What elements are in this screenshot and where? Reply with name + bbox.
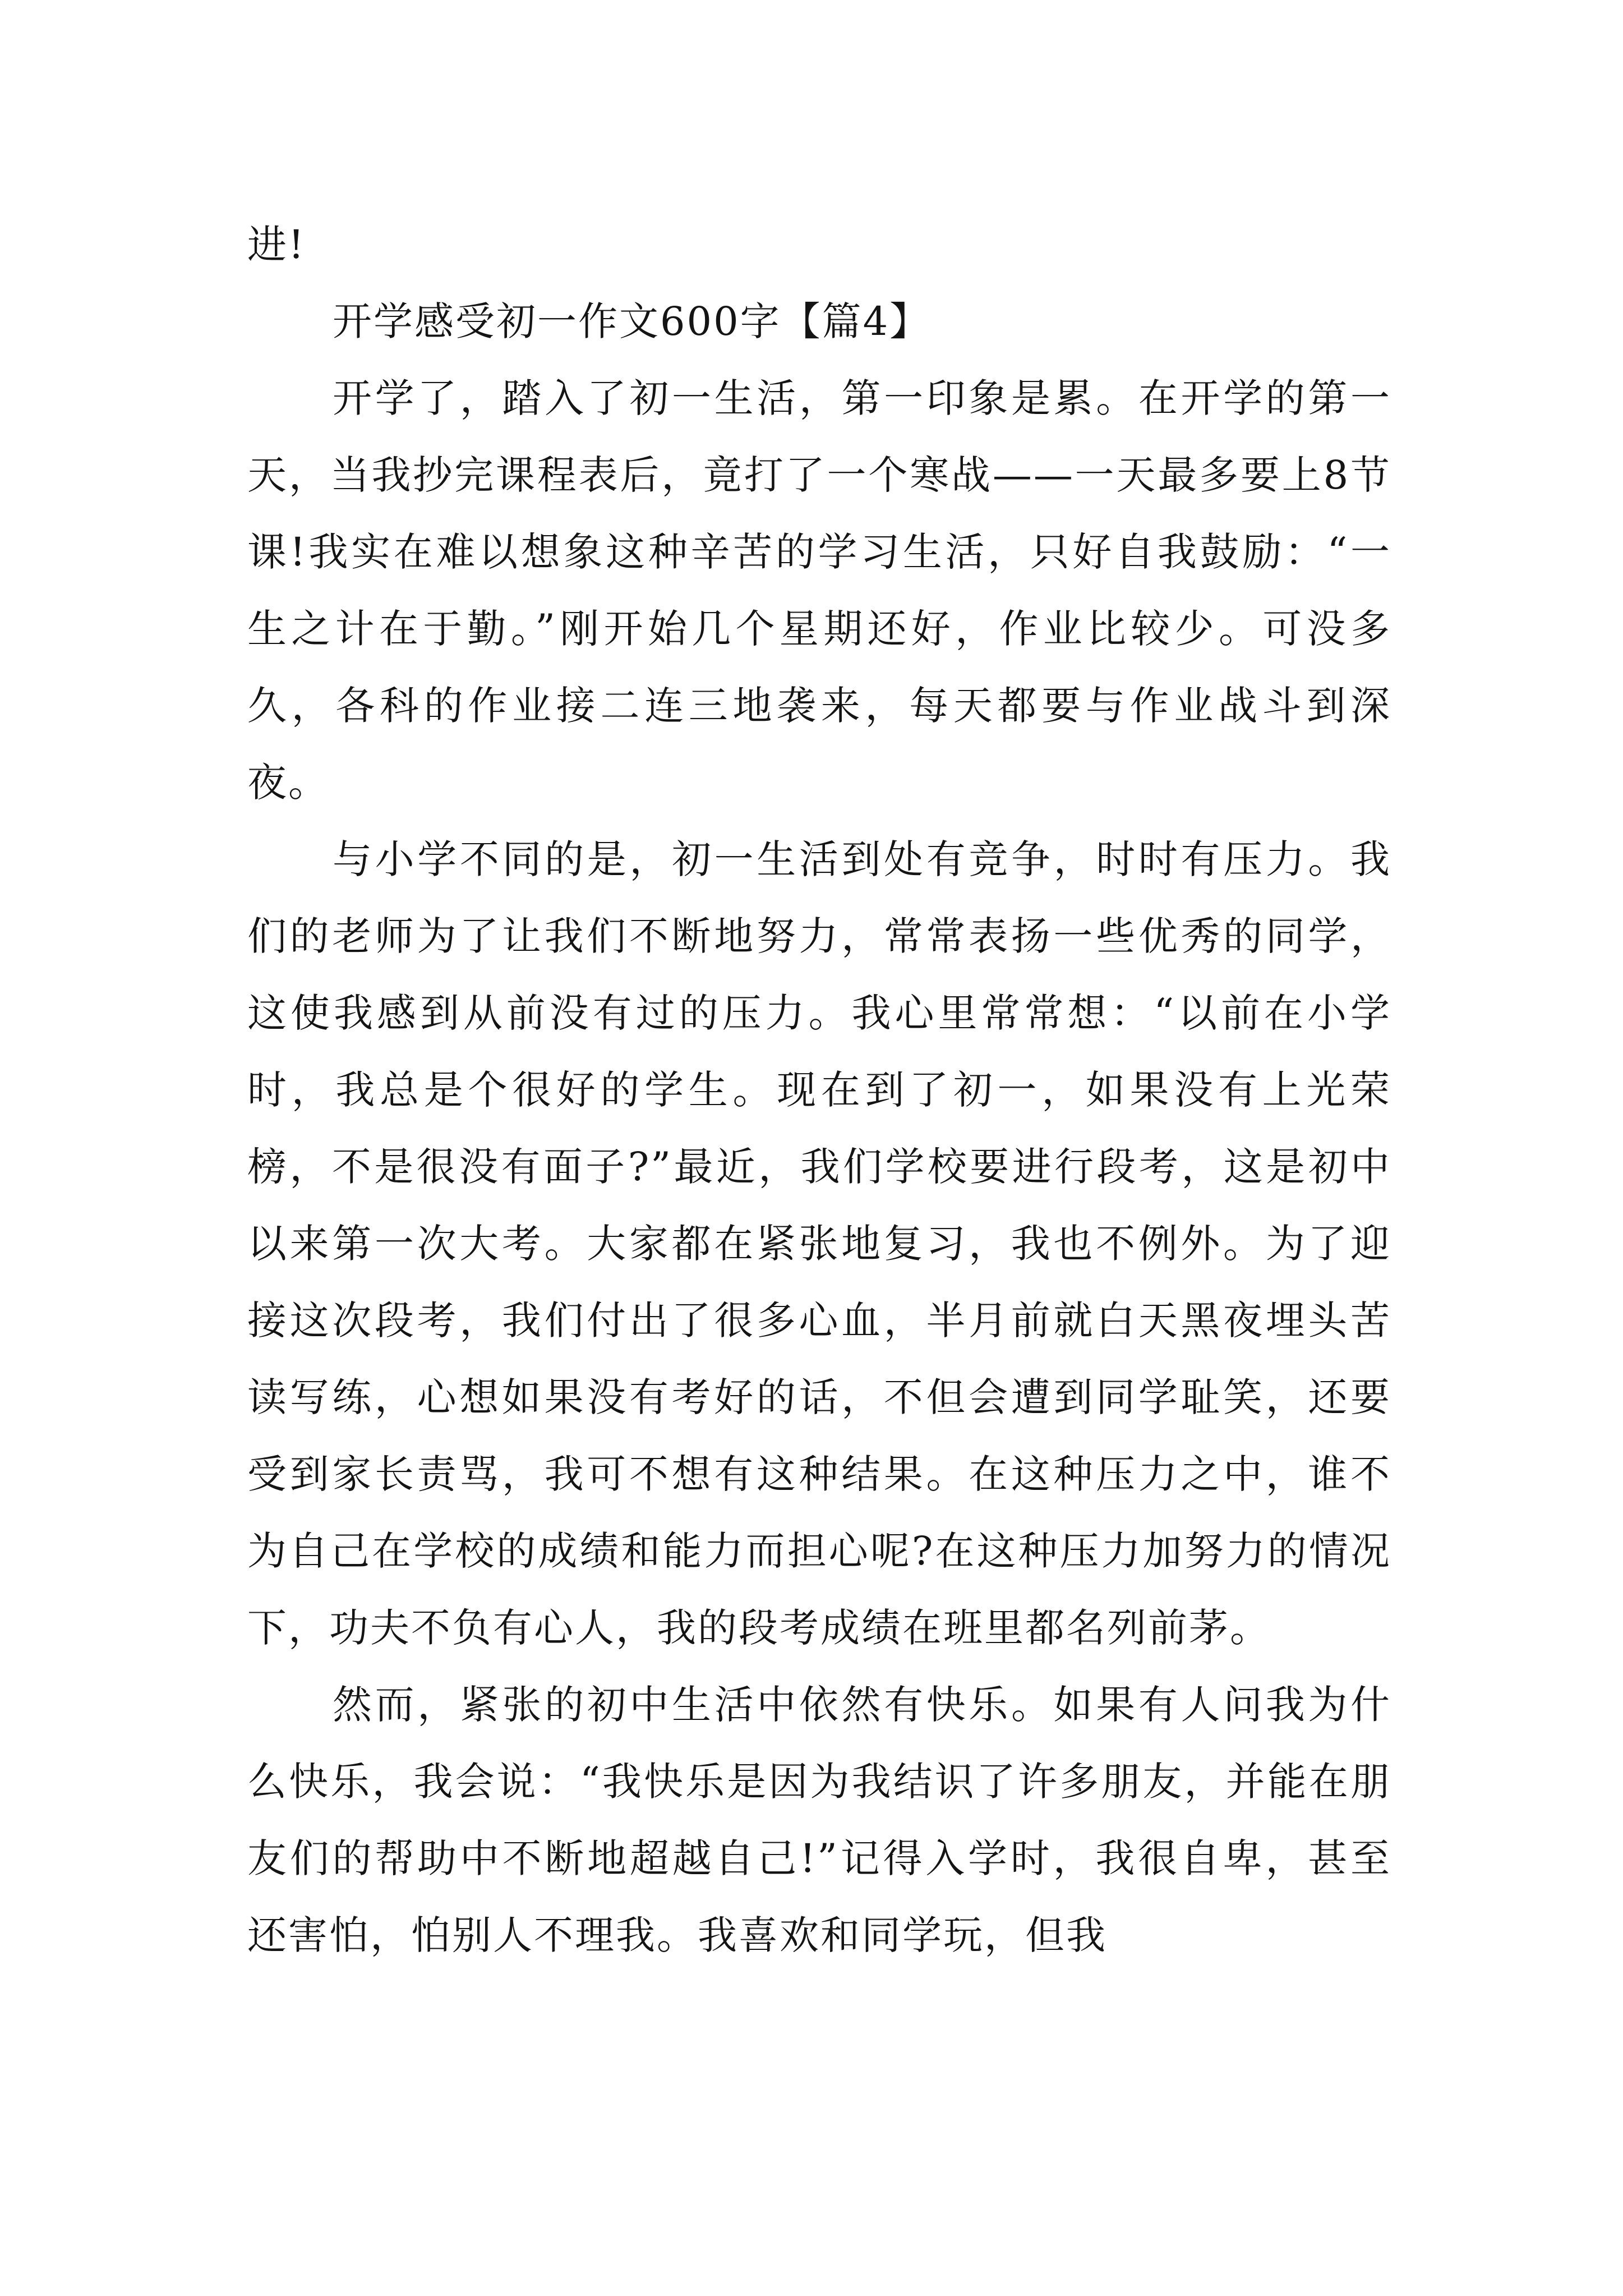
continuation-line: 进! bbox=[247, 222, 306, 268]
paragraph-2: 与小学不同的是，初一生活到处有竞争，时时有压力。我们的老师为了让我们不断地努力，常常表扬一些优秀的同学，这使我感到从前没有过的压力。我心里常常想：“以前在小学时，我总是个很好的学生。现在到了初一，如果没有上光荣榜，不是很没有面子?”最近，我们学校要进行段考，这是初中以来第一次大考。大家都在紧张地复习，我也不例外。为了迎接这次段考，我们付出了很多心血，半月前就白天黑夜埋头苦读写练，心想如果没有考好的话，不但会遭到同学耻笑，还要受到家长责骂，我可不想有这种结果。在这种压力之中，谁不为自己在学校的成绩和能力而担心呢?在这种压力加努力的情况下，功夫不负有心人，我的段考成绩在班里都名列前茅。 bbox=[247, 836, 1391, 1651]
paragraph-3: 然而，紧张的初中生活中依然有快乐。如果有人问我为什么快乐，我会说：“我快乐是因为我结识了许多朋友，并能在朋友们的帮助中不断地超越自己!”记得入学时，我很自卑，甚至还害怕，怕别人不理我。我喜欢和同学玩，但我 bbox=[247, 1682, 1391, 1958]
essay-text bbox=[247, 206, 1391, 1974]
section-title: 开学感受初一作文600字【篇4】 bbox=[333, 298, 931, 344]
paragraph-1: 开学了，踏入了初一生活，第一印象是累。在开学的第一天，当我抄完课程表后，竟打了一个寒战——一天最多要上8节课!我实在难以想象这种辛苦的学习生活，只好自我鼓励：“一生之计在于勤。”刚开始几个星期还好，作业比较少。可没多久，各科的作业接二连三地袭来，每天都要与作业战斗到深夜。 bbox=[247, 375, 1391, 806]
